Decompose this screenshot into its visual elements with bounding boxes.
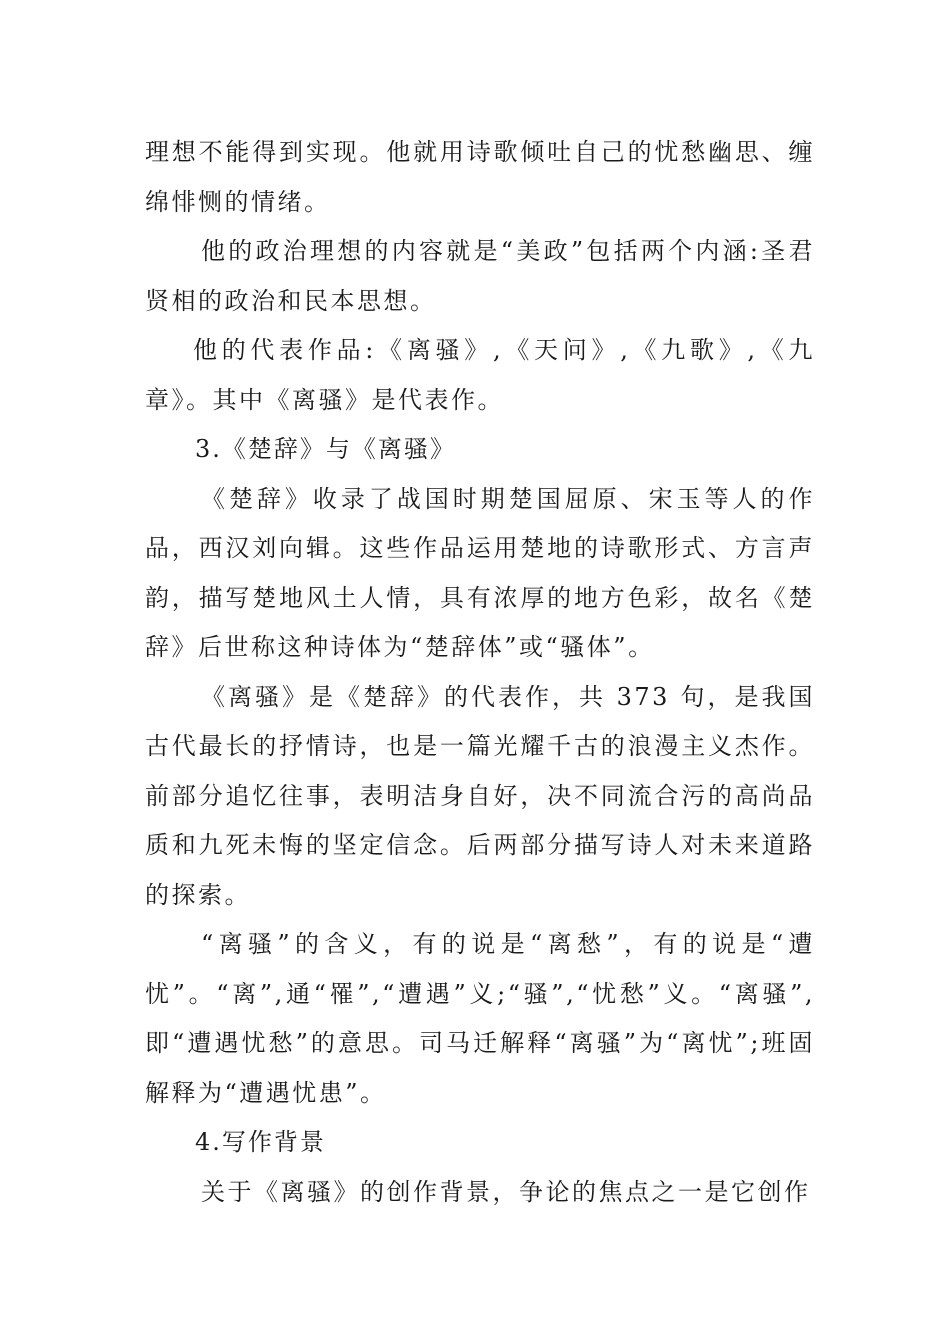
section-heading-background: 4.写作背景 [195, 1128, 326, 1156]
paragraph-lisao-description: 《离骚》是《楚辞》的代表作，共 373 句，是我国古代最长的抒情诗，也是一篇光耀千古的浪漫主义杰作。前部分追忆往事，表明洁身自好，决不同流合污的高尚品质和九死未悔的坚定信念。后两部分描写诗人对未来道路的探索。 [145, 682, 815, 909]
section-heading-chuci-lisao: 3.《楚辞》与《离骚》 [195, 435, 456, 463]
paragraph-lisao-meaning: “离骚”的含义，有的说是“离愁”，有的说是“遭忧”。“离”,通“罹”,“遭遇”义;“骚”,“忧愁”义。“离骚”,即“遭遇忧愁”的意思。司马迁解释“离骚”为“离忧”;班固解释为“遭遇忧患”。 [145, 930, 815, 1107]
paragraph-representative-works: 他的代表作品:《离骚》,《天问》,《九歌》,《九章》。其中《离骚》是代表作。 [145, 336, 815, 414]
paragraph-political-ideal: 他的政治理想的内容就是“美政”包括两个内涵:圣君贤相的政治和民本思想。 [145, 237, 815, 315]
paragraph-creation-background: 关于《离骚》的创作背景，争论的焦点之一是它创作 [201, 1177, 811, 1206]
document-body [145, 128, 815, 1217]
paragraph-ideal-unrealized: 理想不能得到实现。他就用诗歌倾吐自己的忧愁幽思、缠绵悱恻的情绪。 [145, 138, 815, 216]
paragraph-chuci-intro: 《楚辞》收录了战国时期楚国屈原、宋玉等人的作品，西汉刘向辑。这些作品运用楚地的诗歌形式、方言声韵，描写楚地风土人情，具有浓厚的地方色彩，故名《楚辞》后世称这种诗体为“楚辞体”或“骚体”。 [145, 484, 815, 661]
